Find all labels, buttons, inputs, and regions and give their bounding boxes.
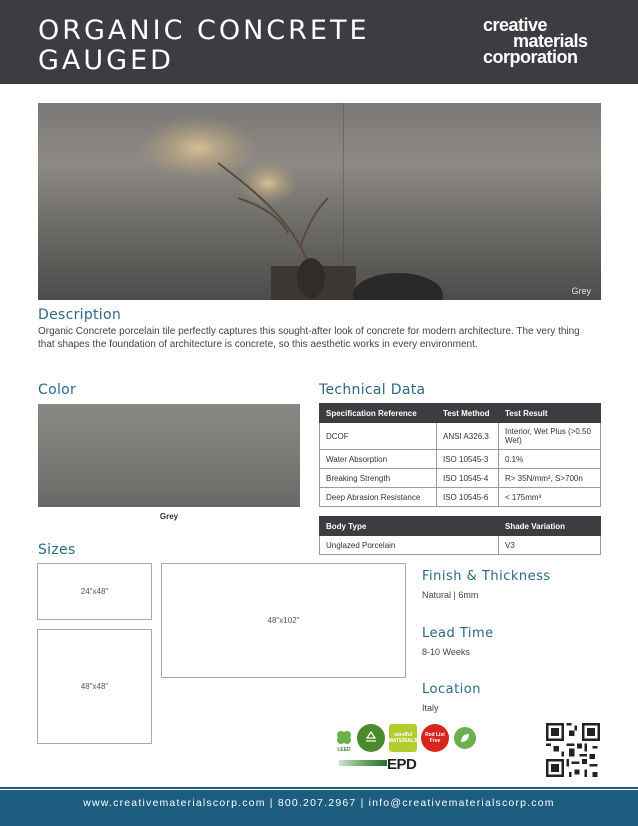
table-row — [320, 423, 601, 450]
col-shade: Shade Variation — [499, 517, 601, 536]
product-title-line2: GAUGED — [38, 45, 174, 76]
cell-method: ISO 10545-4 — [437, 469, 499, 488]
product-title-line1: ORGANIC CONCRETE — [38, 15, 370, 46]
cell-spec: Breaking Strength — [320, 469, 437, 488]
col-method: Test Method — [437, 404, 499, 423]
technical-table — [319, 403, 601, 507]
leaf-icon — [459, 732, 471, 744]
red-list-free-badge — [421, 724, 449, 752]
lead-time-value: 8-10 Weeks — [422, 647, 470, 657]
body-header-row — [320, 517, 601, 536]
recycle-arrows-icon — [362, 729, 380, 747]
round-vase — [353, 273, 443, 300]
hero-color-label: Grey — [571, 286, 591, 296]
description-heading: Description — [38, 307, 122, 323]
swatch-label: Grey — [159, 512, 179, 521]
size-label: 48"x48" — [80, 682, 109, 691]
cell-method: ISO 10545-3 — [437, 450, 499, 469]
dried-branch-foliage — [138, 116, 258, 180]
size-24x48 — [37, 563, 152, 620]
epd-logo: EPD — [387, 756, 417, 773]
size-48x48 — [37, 629, 152, 744]
cell-result: R> 35N/mm², S>700n — [499, 469, 601, 488]
finish-heading: Finish & Thickness — [422, 569, 551, 584]
col-spec: Specification Reference — [320, 404, 437, 423]
redlist-label: Red List Free — [425, 732, 445, 744]
lead-time-heading: Lead Time — [422, 626, 494, 641]
finish-value: Natural | 6mm — [422, 590, 479, 600]
product-title — [38, 16, 370, 76]
cell-method: ANSI A326.3 — [437, 423, 499, 450]
cell-result: 0.1% — [499, 450, 601, 469]
certification-badges — [334, 722, 484, 782]
table-row — [320, 488, 601, 507]
cell-spec: Water Absorption — [320, 450, 437, 469]
sizes-heading: Sizes — [38, 542, 76, 558]
leed-badge — [334, 728, 354, 753]
size-48x102 — [161, 563, 406, 678]
vase-neck — [297, 258, 325, 298]
col-body-type: Body Type — [320, 517, 499, 536]
mindful-materials-badge — [389, 724, 417, 752]
cell-method: ISO 10545-6 — [437, 488, 499, 507]
brand-line2: materials — [513, 31, 588, 51]
location-value: Italy — [422, 703, 439, 713]
hero-still-life — [38, 103, 601, 300]
qr-code — [546, 723, 600, 777]
header-bar — [0, 0, 638, 84]
cell-spec: Deep Abrasion Resistance — [320, 488, 437, 507]
brand-line1: creative — [483, 15, 548, 35]
table-row — [320, 450, 601, 469]
technical-heading: Technical Data — [319, 382, 426, 398]
color-heading: Color — [38, 382, 77, 398]
col-result: Test Result — [499, 404, 601, 423]
footer-contact: www.creativematerialscorp.com | 800.207.2967 | info@creativematerialscorp.com — [83, 797, 555, 809]
technical-header-row — [320, 404, 601, 423]
size-label: 48"x102" — [267, 616, 300, 625]
hero-image — [38, 103, 601, 300]
leed-label: LEED — [337, 747, 351, 753]
location-heading: Location — [422, 682, 481, 697]
table-row — [320, 469, 601, 488]
cell-spec: DCOF — [320, 423, 437, 450]
color-swatch — [38, 404, 300, 507]
epd-gradient-bar — [339, 760, 387, 766]
recycle-icon — [357, 724, 385, 752]
body-type-table — [319, 516, 601, 555]
mindful-label: mindful MATERIALS — [388, 732, 418, 744]
footer-divider — [0, 787, 638, 789]
brand-line3: corporation — [483, 47, 578, 67]
cell-result: Interior, Wet Plus (>0.50 Wet) — [499, 423, 601, 450]
size-label: 24"x48" — [80, 587, 109, 596]
clover-icon — [334, 728, 354, 748]
dried-branch-foliage-2 — [238, 161, 298, 205]
brand-logo — [483, 17, 588, 65]
table-row — [320, 536, 601, 555]
cell-result: < 175mm³ — [499, 488, 601, 507]
description-text: Organic Concrete porcelain tile perfectly captures this sought-after look of concrete for modern architecture. The very thing that shapes the foundation of architecture is concrete, so this aesthetic works in every environment. — [38, 326, 580, 350]
cell-body-type: Unglazed Porcelain — [320, 536, 499, 555]
declare-badge — [454, 727, 476, 749]
cell-shade: V3 — [499, 536, 601, 555]
